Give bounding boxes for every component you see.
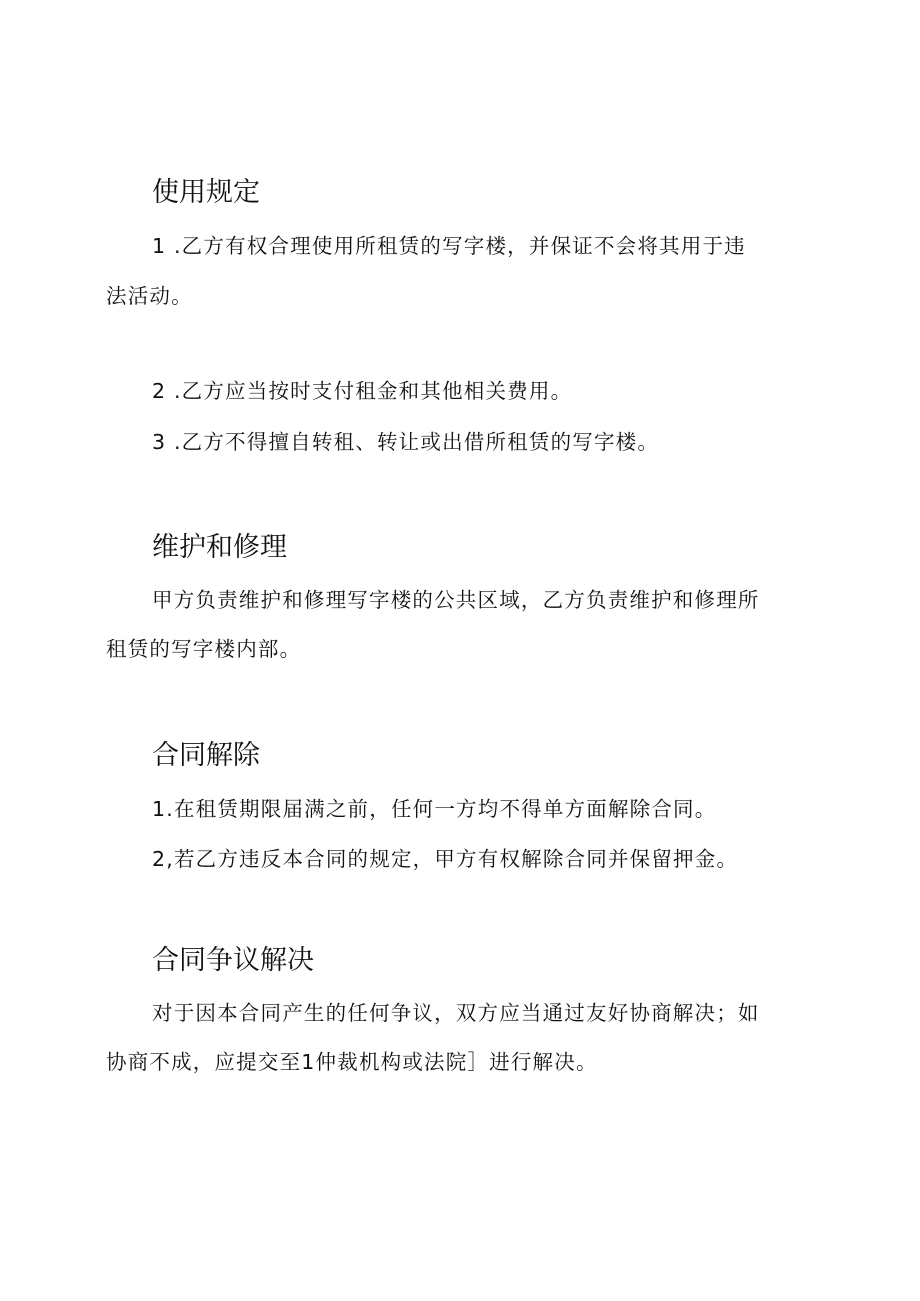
paragraph-line: 2 .乙方应当按时支付租金和其他相关费用。	[152, 379, 573, 403]
section-heading: 维护和修理	[152, 532, 287, 563]
section-heading: 合同争议解决	[152, 945, 314, 976]
section-heading: 使用规定	[152, 177, 260, 208]
paragraph-line: 法活动。	[106, 284, 193, 308]
paragraph-line: 甲方负责维护和修理写字楼的公共区域，乙方负责维护和修理所	[152, 588, 760, 612]
paragraph-line: 租赁的写字楼内部。	[106, 637, 302, 661]
paragraph-line: 对于因本合同产生的任何争议，双方应当通过友好协商解决；如	[152, 1001, 760, 1025]
paragraph-line: 协商不成，应提交至1仲裁机构或法院］进行解决。	[106, 1050, 598, 1074]
section-heading: 合同解除	[152, 740, 260, 771]
paragraph-line: 1 .乙方有权合理使用所租赁的写字楼，并保证不会将其用于违	[152, 234, 746, 258]
paragraph-line: 2,若乙方违反本合同的规定，甲方有权解除合同并保留押金。	[152, 847, 739, 871]
paragraph-line: 3 .乙方不得擅自转租、转让或出借所租赁的写字楼。	[152, 430, 660, 454]
paragraph-line: 1.在租赁期限届满之前，任何一方均不得单方面解除合同。	[152, 797, 717, 821]
